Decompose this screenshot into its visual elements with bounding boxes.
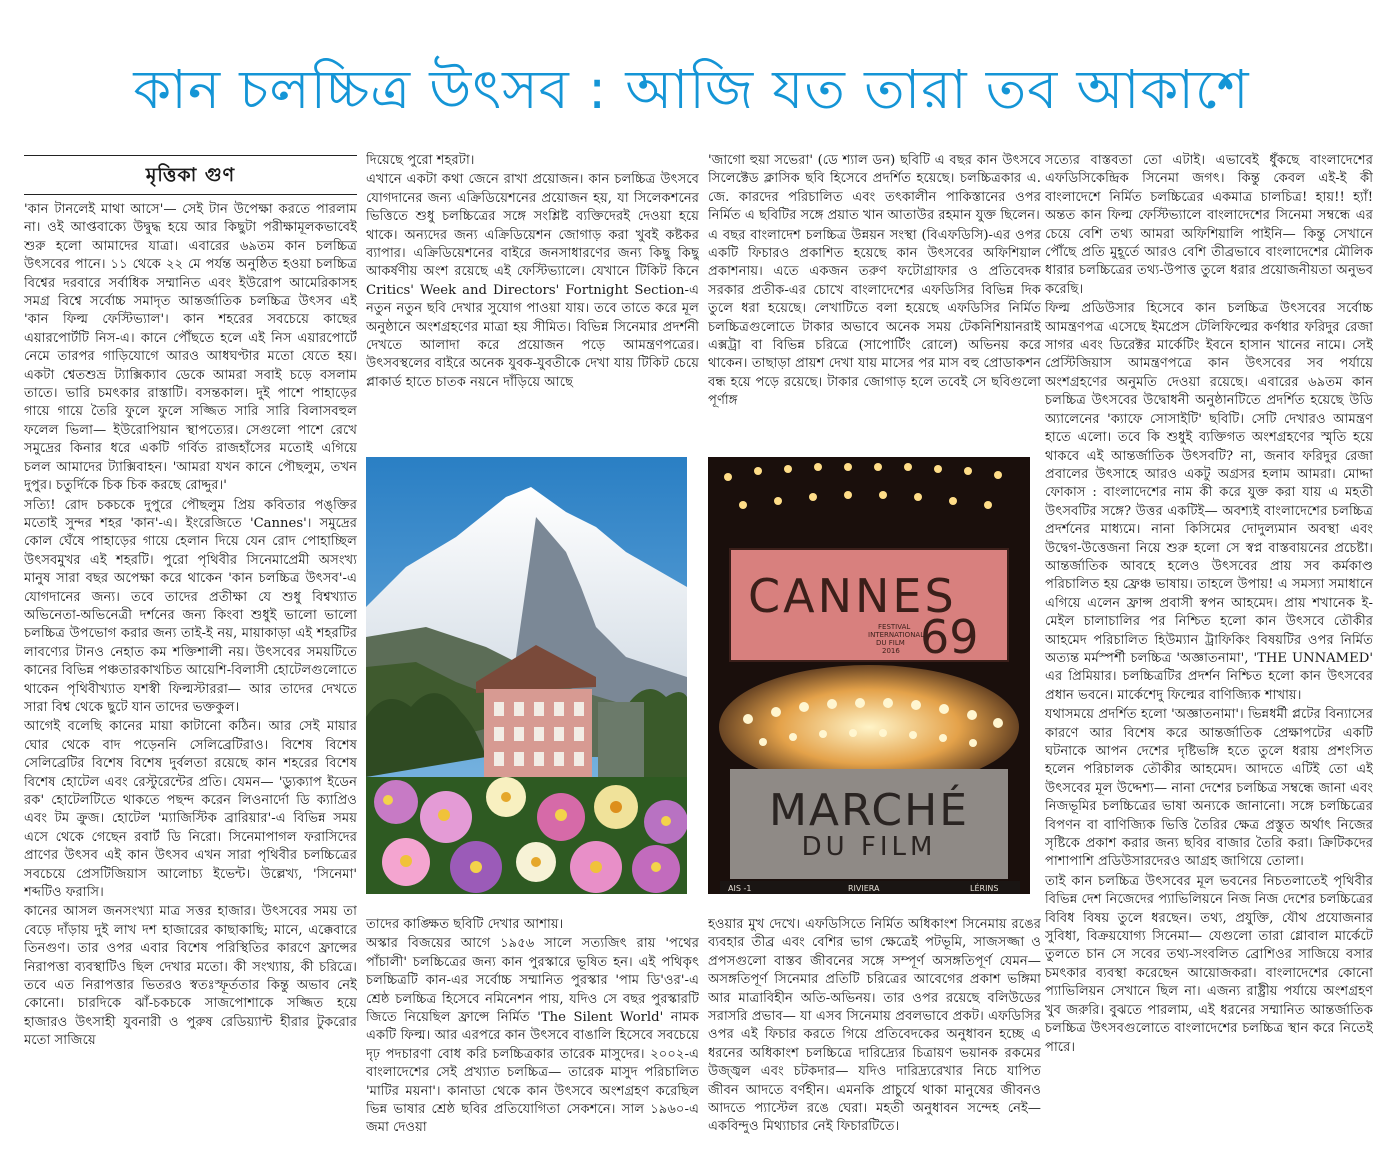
article-column-3-top — [708, 152, 1041, 448]
mountain-photo-illustration — [366, 457, 687, 894]
photo-cannes-marche-du-film — [708, 457, 1030, 894]
marche-line-2: DU FILM — [801, 832, 937, 862]
headline: কান চলচ্চিত্র উৎসব : আজি যত তারা তব আকাশে — [133, 58, 1250, 121]
paragraph: এ বছর বাংলাদেশ চলচ্চিত্র উন্নয়ন সংস্থা (বিএফডিসি)-এর ওপর একটি ফিচারও প্রকাশিত হয়েছে কান উৎসবের অফিশিয়াল প্রকাশনায়। এতে একজন তরুণ ফটোগ্রাফার ও প্রতিবেদক সরকার প্রতীক-এর চোখে বাংলাদেশের এফডিসির বিভিন্ন দিক তুলে ধরা হয়েছে। লেখাটিতে বলা হয়েছে এফডিসির নির্মিত চলচ্চিত্রগুলোতে টাকার অভাবে অনেক সময় টেকনিশিয়ানরাই এক্সট্রা বা বিভিন্ন চরিত্রে (সাপোর্টিং রোলে) অভিনয় করে থাকেন। তাছাড়া প্রায়শ দেখা যায় মাসের পর মাস বহু প্রোডাকশন বন্ধ হয়ে পড়ে রয়েছে। টাকার জোগাড় হলে তবেই সে ছবিগুলো পূর্ণাঙ্গ — [708, 227, 1041, 409]
paragraph: সত্যের বাস্তবতা তো এটাই। এভাবেই ধুঁকছে বাংলাদেশের এফডিসিকেন্দ্রিক সিনেমা জগৎ। কিন্তু কেবল এই-ই কী বাংলাদেশে নির্মিত চলচ্চিত্রের একমাত্র চালচিত্র! হায়!! হ্যাঁ! অন্তত কান ফিল্ম ফেস্টিভ্যালে বাংলাদেশের সিনেমা সম্বন্ধে এর চেয়ে বেশি তথ্য আমরা অফিশিয়ালি পাইনি— কিন্তু সেখানে পৌঁছে প্রতি মুহূর্তে আরও বেশি তীব্রভাবে বাংলাদেশের মৌলিক ধারার চলচ্চিত্রের তথ্য-উপাত্ত তুলে ধরার প্রয়োজনীয়তা অনুভব করেছি। — [1045, 153, 1373, 297]
sign-mid: RIVIERA — [848, 884, 880, 893]
paragraph: অস্কার বিজয়ের আগে ১৯৫৬ সালে সত্যজিৎ রায় 'পথের পাঁচালী' চলচ্চিত্রের জন্য কান পুরস্কারে ভূষিত হন। এই পথিকৃৎ চলচ্চিত্রটি কান-এর সর্বোচ্চ সম্মানিত পুরস্কার 'পাম ডি'ওর'-এ শ্রেষ্ঠ চলচ্চিত্র হিসেবে নমিনেশন পায়, যদিও সে বছর পুরস্কারটি জিতে নিয়েছিল ফ্রান্সে নির্মিত 'The Silent World' নামক একটি ফিল্ম। আর এরপরে কান উৎসবে বাঙালি হিসেবে সবচেয়ে দৃঢ় পদচারণা বোধ করি চলচ্চিত্রকার তারেক মাসুদের। ২০০২-এ বাংলাদেশের সেই প্রখ্যাত চলচ্চিত্র— তারেক মাসুদ পরিচালিত 'মাটির ময়না'। কানাডা থেকে কান উৎসবে অংশগ্রহণ করেছিল ভিন্ন ভাষার শ্রেষ্ঠ ছবির প্রতিযোগিতা সেকশনে। সাল ১৯৬০-এ জমা দেওয়া — [366, 936, 699, 1136]
byline-rule-bottom — [24, 194, 357, 195]
article-column-2-top — [366, 152, 699, 448]
paragraph: ফিল্ম প্রডিউসার হিসেবে কান চলচ্চিত্র উৎসবের সর্বোচ্চ আমন্ত্রণপত্র এসেছে ইমপ্রেস টেলিফিল্মের কর্ণধার ফরিদুর রেজা সাগর এবং ডিরেক্টর মার্কেটিং ইবনে হাসান খানের নামে। সেই প্রেস্টিজিয়াস আমন্ত্রণপত্রে কান উৎসবের সব পর্যায়ে অংশগ্রহণের অনুমতি দেওয়া রয়েছে। এবারের ৬৯তম কান চলচ্চিত্র উৎসবের উদ্বোধনী অনুষ্ঠানটিতে প্রদর্শিত হয়েছে উডি অ্যালেনের 'ক্যাফে সোসাইটি' ছবিটি। সেটি দেখারও আমন্ত্রণ হাতে এলো। তবে কি শুধুই ব্যক্তিগত অংশগ্রহণের স্মৃতি হয়ে থাকবে এই আন্তর্জাতিক উৎসবটি? না, জনাব ফরিদুর রেজা প্রবালের উৎসাহে আরও একটু অগ্রসর হলাম আমরা। মোদ্দা ফোকাস : বাংলাদেশের নাম কী করে যুক্ত করা যায় এ মহতী উৎসবটির সঙ্গে? উত্তর একটিই— অবশ্যই বাংলাদেশের চলচ্চিত্র প্রদর্শনের মাধ্যমে। নানা কিসিমের দোদুল্যমান অবস্থা এবং উদ্বেগ-উত্তেজনা নিয়ে শুরু হলো সে স্বপ্ন বাস্তবায়নের প্রচেষ্টা। আন্তর্জাতিক আবহে হলেও উৎসবের প্রায় সব কর্মকাণ্ড পরিচালিত হয় ফ্রেঞ্চ ভাষায়। তাহলে উপায়! এ সমস্যা সমাধানে এগিয়ে এলেন ফ্রান্স প্রবাসী স্বপন আহমেদ। প্রায় শখানেক ই-মেইল চালাচালির পর নিশ্চিত হলো কান উৎসবে তৌকীর আহমেদ পরিচালিত হিউম্যান ট্রাফিকিং বিষয়টির ওপর নির্মিত অত্যন্ত মর্মস্পর্শী চলচ্চিত্র 'অজ্ঞাতনামা', 'THE UNNAMED' এর প্রিমিয়ার। চলচ্চিত্রটির প্রদর্শন নিশ্চিত হলো কান উৎসবের প্রধান ভবনে। মার্কেশেদু ফিল্মের বাণিজ্যিক শাখায়। — [1045, 301, 1373, 703]
banner-year: 2016 — [882, 647, 900, 655]
banner-small-1: FESTIVAL — [878, 623, 911, 631]
sign-left: AIS -1 — [728, 884, 752, 893]
paragraph: যথাসময়ে প্রদর্শিত হলো 'অজ্ঞাতনামা'। ভিন্নধর্মী প্লটের বিন্যাসের কারণে আর বিশেষ করে আন্তর্জাতিক প্রেক্ষাপটের একটি ঘটনাকে আপন দেশের দৃষ্টিভঙ্গি হতে তুলে ধরায় প্রশংসিত হলেন পরিচালক তৌকীর আহমেদ। আদতে এটিই তো এই উৎসবের মূল উদ্দেশ্য— নানা দেশের চলচ্চিত্র সম্বন্ধে জানা এবং নিজভূমির চলচ্চিত্রের ভাষা অন্যকে জানানো। সঙ্গে চলচ্চিত্রের বিপণন বা বাণিজ্যিক ভিত্তি তৈরির ক্ষেত্র প্রস্তুত অর্থাৎ নিজের সৃষ্টিকে প্রকাশ করার জন্য ছবির বাজার তৈরি করা। ক্রিটিকদের পাশাপাশি প্রডিউসারদেরও আগ্রহ জাগিয়ে তোলা। — [1045, 707, 1373, 870]
article-column-3-bottom — [708, 916, 1041, 1168]
paragraph: 'জাগো হুয়া সভেরা' (ডে শ্যাল ডন) ছবিটি এ বছর কান উৎসবে সিলেক্টেড ক্লাসিক ছবি হিসেবে প্রদর্শিত হয়েছে। চলচ্চিত্রকার এ. জে. কারদের পরিচালিত এবং তৎকালীন পাকিস্তানের ওপর নির্মিত এ ছবিটির সঙ্গে প্রয়াত খান আতাউর রহমান যুক্ত ছিলেন। — [708, 153, 1041, 224]
paragraph: দিয়েছে পুরো শহরটা। — [366, 153, 475, 168]
article-column-4 — [1045, 152, 1373, 1170]
cannes-banner-title: CANNES — [748, 569, 957, 623]
paragraph: আগেই বলেছি কানের মায়া কাটানো কঠিন। আর সেই মায়ার ঘোর থেকে বাদ পড়েননি সেলিব্রেটিরাও। বিশেষ বিশেষ সেলিব্রেটির বিশেষ বিশেষ দুর্বলতা রয়েছে কান শহরের বিশেষ বিশেষ হোটেল এবং রেস্টুরেন্টের প্রতি। যেমন— 'ড্যুক্যাপ ইডেন রক' হোটেলটিতে থাকতে পছন্দ করেন লিওনার্দো ডি ক্যাপ্রিও এবং টম ক্রুজ। হোটেল 'ম্যাজিস্টিক ব্রারিয়ার'-এ বিভিন্ন সময় এসে থেকে গেছেন রবার্ট ডি নিরো। সিনেমাপাগল ফরাসিদের প্রাণের উৎসব এই কান উৎসব এখন সারা পৃথিবীর চলচ্চিত্রের সবচেয়ে প্রেসটিজিয়াস আলোচ্য ইভেন্ট। উল্লেখ্য, 'সিনেমা' শব্দটিও ফরাসি। — [24, 719, 357, 901]
cannes-banner-number: 69 — [920, 610, 979, 664]
marche-line-1: MARCHÉ — [768, 785, 970, 836]
paragraph: 'কান টানলেই মাথা আসে'— সেই টান উপেক্ষা করতে পারলাম না। ওই আপ্তবাক্যে উদ্বুদ্ধ হয়ে আর কিছুটা পরীক্ষামূলকভাবেই শুরু হলো আমাদের যাত্রা। এবারের ৬৯তম কান চলচ্চিত্র উৎসবের পানে। ১১ থেকে ২২ মে পর্যন্ত অনুষ্ঠিত হওয়া চলচ্চিত্র বিশ্বের দরবারে সর্বাধিক সম্মানিত এবং ইউরোপ আমেরিকাসহ সমগ্র বিশ্বে সর্বোচ্চ সমাদৃত আন্তর্জাতিক চলচ্চিত্র উৎসব এই 'কান ফিল্ম ফেস্টিভ্যাল'। কান শহরের সবচেয়ে কাছের এয়ারপোর্টটি নিস-এ। কানে পৌঁছতে হলে এই নিস এয়ারপোর্টে নেমে তারপর গাড়িযোগে আরও আধঘণ্টার মতো যেতে হয়। একটা শ্বেতশুভ্র ট্যাক্সিক্যাব ডেকে আমরা সবাই চড়ে বসলাম তাতে। ভারি চমৎকার রাস্তাটি। বসন্তকাল। দুই পাশে পাহাড়ের গায়ে গায়ে তৈরি ফুলে ফুলে সজ্জিত সারি সারি বিলাসবহুল ফলেল ভিলা— ইউরোপিয়ান স্থাপত্যের। সেগুলো পাশে রেখে সমুদ্রের কিনার ধরে একটি গর্বিত রাজহাঁসের মতোই এগিয়ে চলল আমাদের ট্যাক্সিবাহন। 'আমরা যখন কানে পৌছলুম, তখন দুপুর। চতুর্দিকে চিক চিক করছে রোদ্দুর।' — [24, 202, 357, 494]
banner-small-2: INTERNATIONAL — [868, 631, 925, 639]
paragraph: কানের আসল জনসংখ্যা মাত্র সত্তর হাজার। উৎসবের সময় তা বেড়ে দাঁড়ায় দুই লাখ দশ হাজারের কাছাকাছি; মানে, এক্কেবারে তিনগুণ। তার ওপর এবার বিশেষ পরিস্থিতির কারণে ফ্রান্সের নিরাপত্তা ব্যবস্থাটিও ছিল দেখার মতো। কী সংখ্যায়, কী চরিত্রে। তবে এত নিরাপত্তার ভিতরও স্বতঃস্ফূর্ততার কিন্তু অভাব নেই কোনো। চারদিকে ঝাঁ-চকচকে সাজপোশাকে সজ্জিত হয়ে হাজারও উৎসাহী যুবনারী ও পুরুষ রেডিয়্যান্ট হীরার টুকরোর মতো সাজিয়ে — [24, 904, 357, 1049]
article-column-2-bottom — [366, 916, 699, 1168]
sign-right: LÉRINS — [970, 884, 999, 893]
photo-mountain-hotel-flowers — [366, 457, 687, 894]
banner-small-3: DU FILM — [876, 639, 905, 647]
article-column-1 — [24, 152, 357, 1170]
byline: মৃত্তিকা গুণ — [145, 164, 236, 186]
paragraph: তাই কান চলচ্চিত্র উৎসবের মূল ভবনের নিচতলাতেই পৃথিবীর বিভিন্ন দেশ নিজেদের প্যাভিলিয়নে নিজ নিজ দেশের চলচ্চিত্রের বিবিধ বিষয় তুলে ধরছেন। তথ্য, প্রযুক্তি, যৌথ প্রযোজনার সুবিধা, বিক্রয়যোগ্য সিনেমা— যেগুলো তারা গ্লোবাল মার্কেটে তুলতে চান সে সবের তথ্য-সংবলিত ব্রোশিওর সাজিয়ে বসার চমৎকার ব্যবস্থা করেছেন আয়োজকরা। বাংলাদেশের কোনো প্যাভিলিয়ন সেখানে ছিল না। এজন্য রাষ্ট্রীয় পর্যায়ে অংশগ্রহণ খুব জরুরি। বুঝতে পারলাম, এই ধরনের সম্মানিত আন্তর্জাতিক চলচ্চিত্র উৎসবগুলোতে বাংলাদেশের চলচ্চিত্র স্থান করে নিতেই পারে। — [1045, 873, 1373, 1055]
paragraph: তাদের কাঙ্ক্ষিত ছবিটি দেখার আশায়। — [366, 917, 564, 932]
paragraph: এখানে একটা কথা জেনে রাখা প্রয়োজন। কান চলচ্চিত্র উৎসবে যোগদানের জন্য এক্রিডিয়েশনের প্রয়োজন হয়, যা সিলেকশনের ভিত্তিতে শুধু চলচ্চিত্রের সঙ্গে সংশ্লিষ্ট ব্যক্তিদেরই দেওয়া হয়ে থাকে। অন্যদের জন্য এক্রিডিয়েশন জোগাড় করা খুবই কষ্টকর ব্যাপার। এক্রিডিয়েশনের বাইরে জনসাধারণের জন্য কিছু কিছু আকর্ষণীয় অংশ রয়েছে এই ফেস্টিভ্যালে। যেখানে টিকিট কিনে Critics' Week and Directors' Fortnight Section-এ নতুন নতুন ছবি দেখার সুযোগ পাওয়া যায়। তবে তাতে করে মূল অনুষ্ঠানে অংশগ্রহণের মাত্রা হয় সীমিত। বিভিন্ন সিনেমার প্রদর্শনী দেখতে আলাদা করে প্রয়োজন পড়ে আমন্ত্রণপত্রের। উৎসবস্থলের বাইরে অনেক যুবক-যুবতীকে দেখা যায় টিকিট চেয়ে প্লাকার্ড হাতে চাতক নয়নে দাঁড়িয়ে আছে — [366, 172, 699, 390]
paragraph: হওয়ার মুখ দেখে। এফডিসিতে নির্মিত অধিকাংশ সিনেমায় রঙের ব্যবহার তীব্র এবং বেশির ভাগ ক্ষেত্রেই পটভূমি, সাজসজ্জা ও প্রপসগুলো বাস্তব জীবনের সঙ্গে সম্পূর্ণ অসঙ্গতিপূর্ণ যেমন— অসঙ্গতিপূর্ণ সিনেমার প্রতিটি চরিত্রের আবেগের প্রকাশ ভঙ্গিমা আর মাত্রাবিহীন অতি-অভিনয়। তার ওপর রয়েছে বলিউডের সরাসরি প্রভাব— যা এসব সিনেমায় প্রবলভাবে প্রকট। এফডিসির ওপর এই ফিচার করতে গিয়ে প্রতিবেদকের অনুধাবন হচ্ছে এ ধরনের অধিকাংশ চলচ্চিত্রে দারিদ্র্যের চিত্রায়ণ ভয়ানক রকমের উজ্জ্বল এবং চটকদার— যদিও দারিদ্র্যরেখার নিচে যাপিত জীবন আদতে বর্ণহীন। এমনকি প্রাচুর্যে থাকা মানুষের জীবনও আদতে প্যাস্টেল রঙে ঘেরা। মহতী অনুধাবন সন্দেহ নেই— একবিন্দুও মিথ্যাচার নেই ফিচারটিতে। — [708, 917, 1041, 1135]
cannes-photo-illustration — [708, 457, 1030, 894]
paragraph: সত্যি! রোদ চকচকে দুপুরে পৌছলুম প্রিয় কবিতার পঙ্‌ক্তির মতোই সুন্দর শহর 'কান'-এ। ইংরেজিতে 'Cannes'। সমুদ্রের কোল ঘেঁষে পাহাড়ের গায়ে হেলান দিয়ে যেন রোদ পোহাচ্ছিল উৎসবমুখর এই শহরটি। পুরো পৃথিবীর সিনেমাপ্রেমী অসংখ্য মানুষ সারা বছর অপেক্ষা করে থাকেন 'কান চলচ্চিত্র উৎসব'-এ যোগদানের জন্য। তবে তাদের প্রতীক্ষা যে শুধু বিশ্বখ্যাত অভিনেতা-অভিনেত্রী দর্শনের জন্য কিংবা শুধুই ভালো ভালো চলচ্চিত্র উপভোগ করার জন্য তাই-ই নয়, মায়াকাড়া এই শহরটির লাবণ্যের টানও নেহাত কম শক্তিশালী নয়। উৎসবের সময়টিতে কানের বিভিন্ন পঞ্চতারকাখচিত আয়েশি-বিলাসী হোটেলগুলোতে থাকেন পৃথিবীখ্যাত যশস্বী ফিল্মস্টাররা— আর তাদের দেখতে সারা বিশ্ব থেকে ছুটে যান তাদের ভক্তকুল। — [24, 497, 357, 715]
